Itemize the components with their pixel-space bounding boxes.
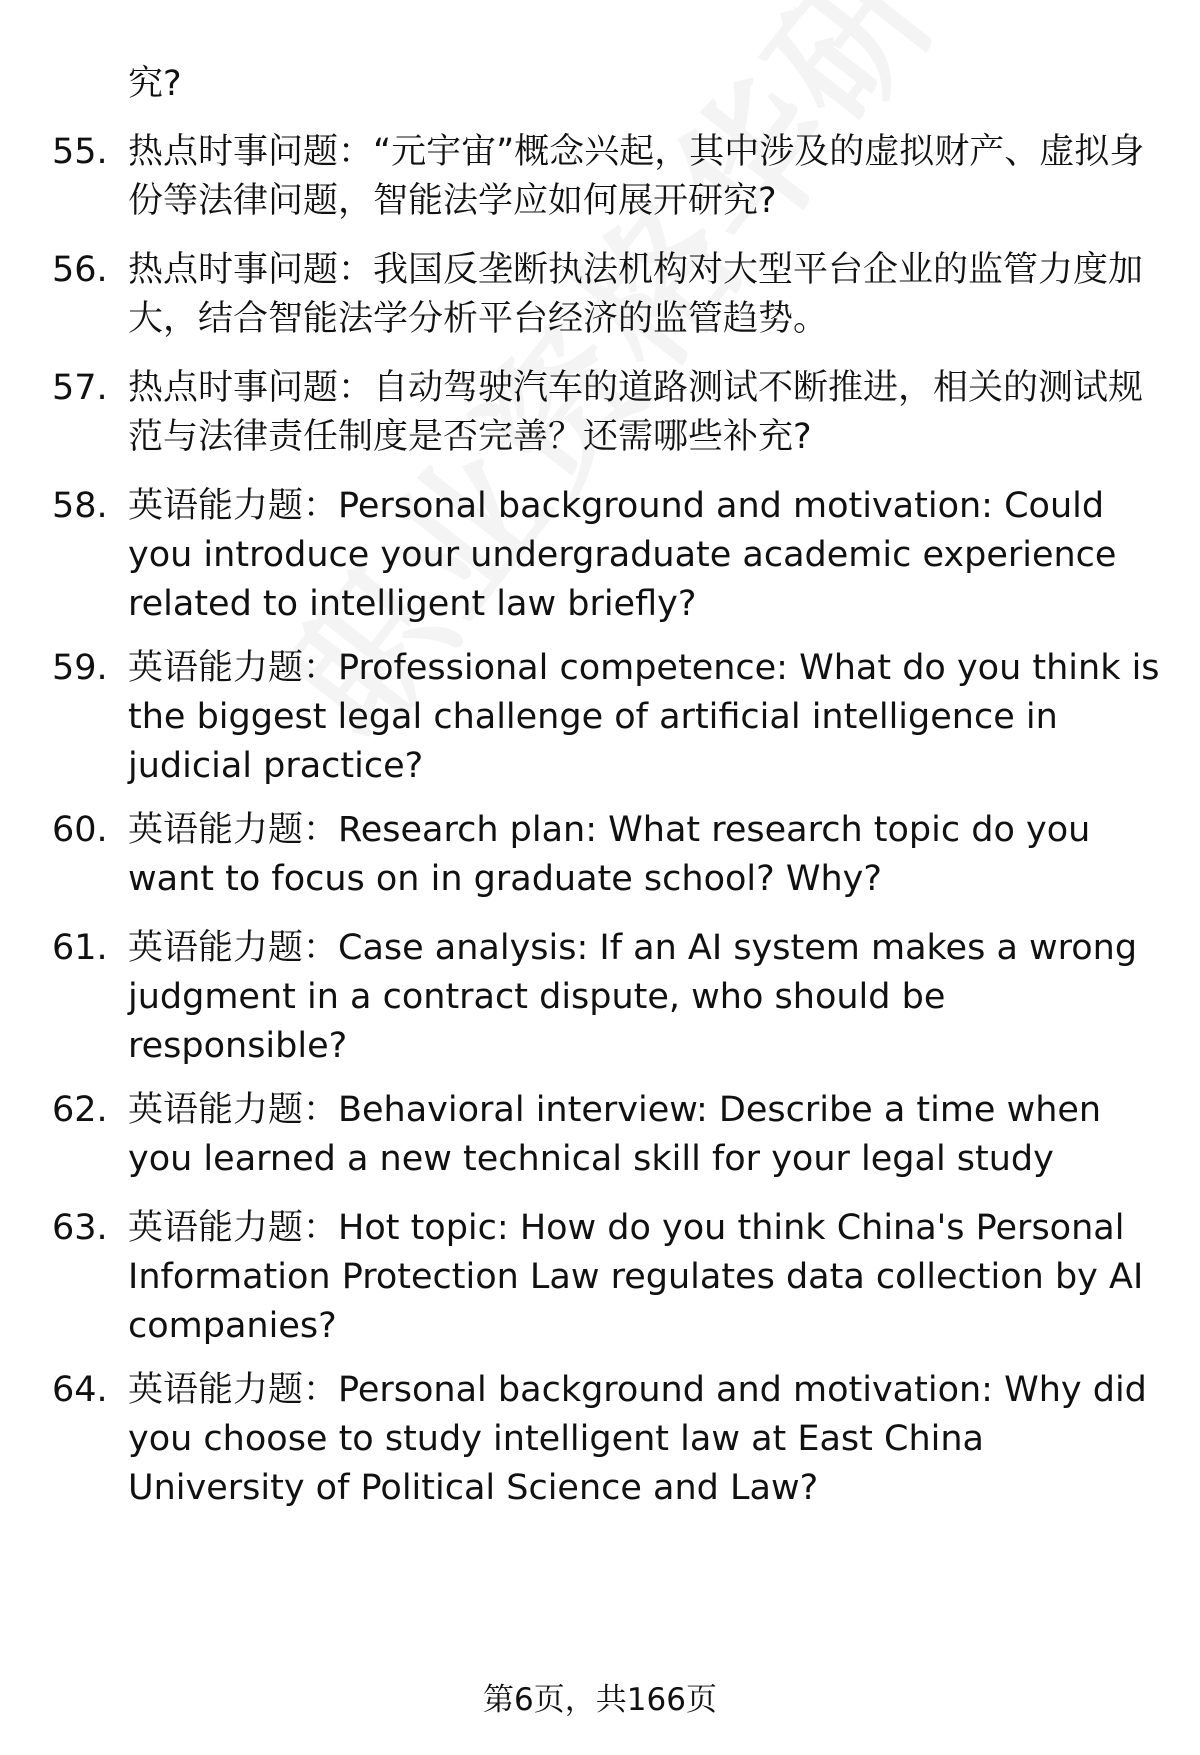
question-number: 60. [52,810,108,850]
question-text: 英语能力题：Behavioral interview: Describe a time when you learned a new technical skill for your legal study [128,1090,1102,1179]
question-item [52,1366,1162,1513]
question-number: 64. [52,1370,108,1410]
question-item [52,1204,1162,1351]
question-text: 热点时事问题：“元宇宙”概念兴起，其中涉及的虚拟财产、虚拟身份等法律问题，智能法学应如何展开研究? [128,132,1145,221]
question-item [52,806,1162,904]
question-text: 英语能力题：Professional competence: What do you think is the biggest legal challenge of artificial intelligence in judicial practice? [128,648,1160,786]
page-footer: 第6页，共166页 [483,1682,717,1718]
question-number: 58. [52,486,108,526]
question-text: 英语能力题：Case analysis: If an AI system makes a wrong judgment in a contract dispute, who should be responsible? [128,928,1138,1066]
question-item [52,482,1162,629]
question-item [52,128,1162,226]
question-number: 56. [52,250,108,290]
question-text: 热点时事问题：我国反垄断执法机构对大型平台企业的监管力度加大，结合智能法学分析平台经济的监管趋势。 [128,250,1144,339]
question-number: 59. [52,648,108,688]
continued-text: 究? [128,64,182,104]
question-text: 英语能力题：Hot topic: How do you think China's Personal Information Protection Law regulates data collection by AI companies? [128,1208,1144,1346]
question-text: 英语能力题：Personal background and motivation: Could you introduce your undergraduate academic experience related to intelligent law briefly? [128,486,1117,624]
question-text: 热点时事问题：自动驾驶汽车的道路测试不断推进，相关的测试规范与法律责任制度是否完善？还需哪些补充? [128,368,1144,457]
question-number: 55. [52,132,108,172]
question-number: 61. [52,928,108,968]
question-text: 英语能力题：Personal background and motivation: Why did you choose to study intelligent law at East China University of Political Science and Law? [128,1370,1147,1508]
question-item [52,364,1162,462]
question-item [52,246,1162,344]
question-number: 62. [52,1090,108,1130]
question-item [52,1086,1162,1184]
question-item [52,644,1162,791]
question-text: 英语能力题：Research plan: What research topic do you want to focus on in graduate school? Why? [128,810,1091,899]
question-item [52,924,1162,1071]
question-number: 57. [52,368,108,408]
question-number: 63. [52,1208,108,1248]
